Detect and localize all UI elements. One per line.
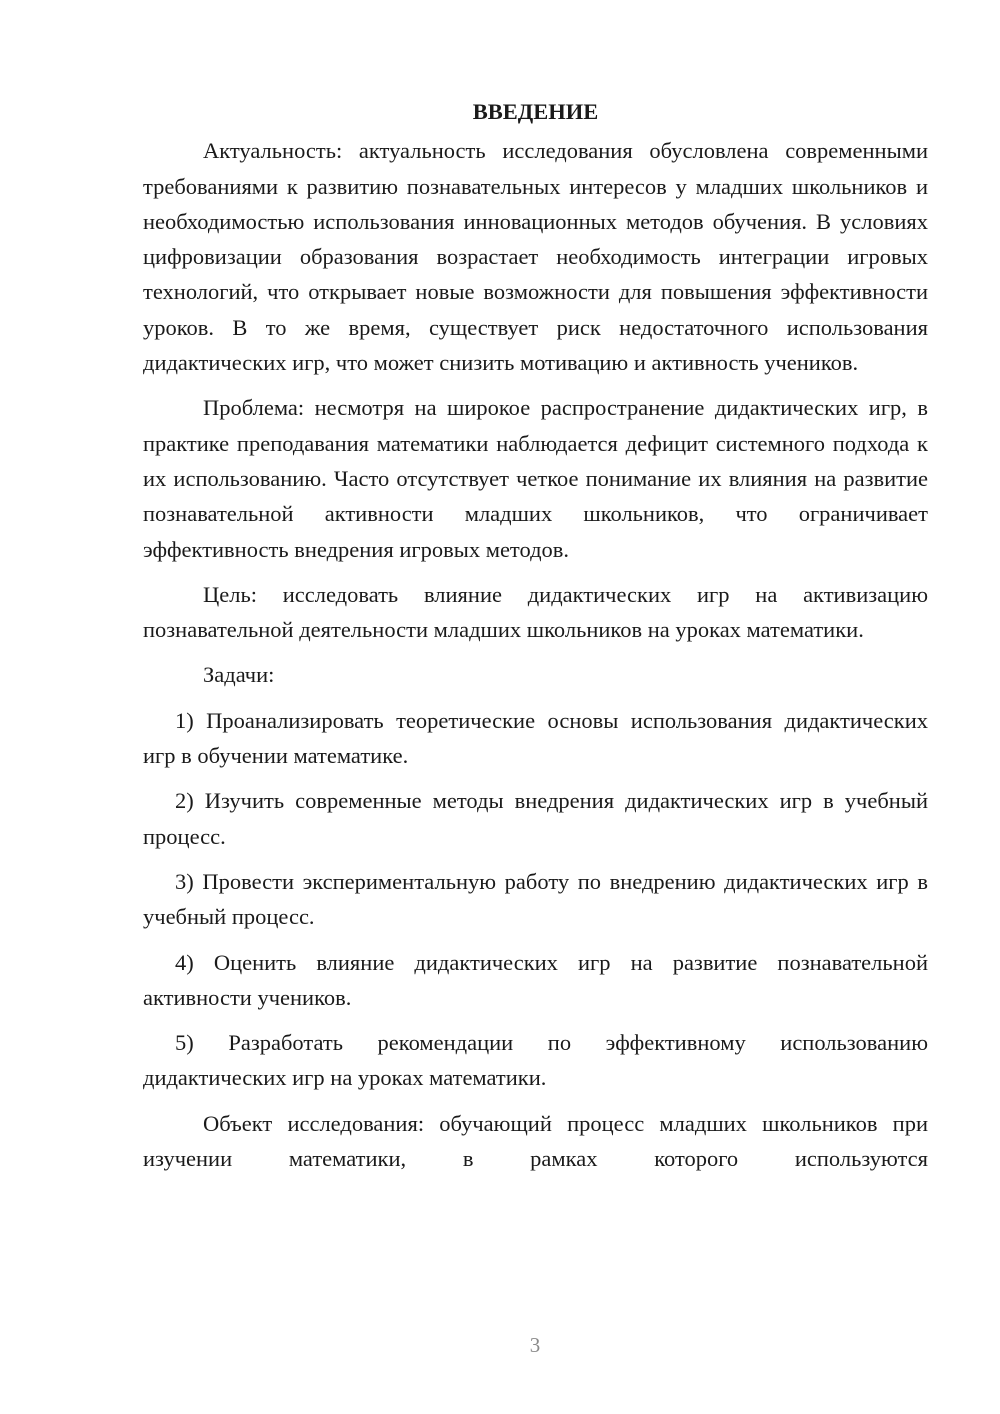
goal-paragraph: Цель: исследовать влияние дидактических игр на активизацию познавательной деятельности младших школьников на уроках математики. <box>143 581 928 643</box>
problem-paragraph: Проблема: несмотря на широкое распространение дидактических игр, в практике преподавания математики наблюдается дефицит системного подхода к их использованию. Часто отсутствует четкое понимание их влияния на развитие познавательной активности младших школьников, что ограничивает эффективность внедрения игровых методов. <box>143 395 928 562</box>
section-title: ВВЕДЕНИЕ <box>472 99 599 124</box>
tasks-heading: Задачи: <box>203 662 275 688</box>
task-item: 2) Изучить современные методы внедрения дидактических игр в учебный процесс. <box>143 788 928 849</box>
object-paragraph: Объект исследования: обучающий процесс младших школьников при изучении математики, в рамках которого используются <box>143 1110 928 1172</box>
task-item: 3) Провести экспериментальную работу по внедрению дидактических игр в учебный процесс. <box>143 868 928 930</box>
task-item: 1) Проанализировать теоретические основы использования дидактических игр в обучении математике. <box>143 707 928 769</box>
page-content <box>143 94 928 1176</box>
task-item: 4) Оценить влияние дидактических игр на развитие познавательной активности учеников. <box>143 949 928 1010</box>
relevance-paragraph: Актуальность: актуальность исследования обусловлена современными требованиями к развитию познавательных интересов у младших школьников и необходимостью использования инновационных методов обучения. В условиях цифровизации образования возрастает необходимость интеграции игровых технологий, что открывает новые возможности для повышения эффективности уроков. В то же время, существует риск недостаточного использования дидактических игр, что может снизить мотивацию и активность учеников. <box>143 138 928 376</box>
task-item: 5) Разработать рекомендации по эффективному использованию дидактических игр на уроках математики. <box>143 1030 928 1091</box>
page-number: 3 <box>529 1333 541 1357</box>
